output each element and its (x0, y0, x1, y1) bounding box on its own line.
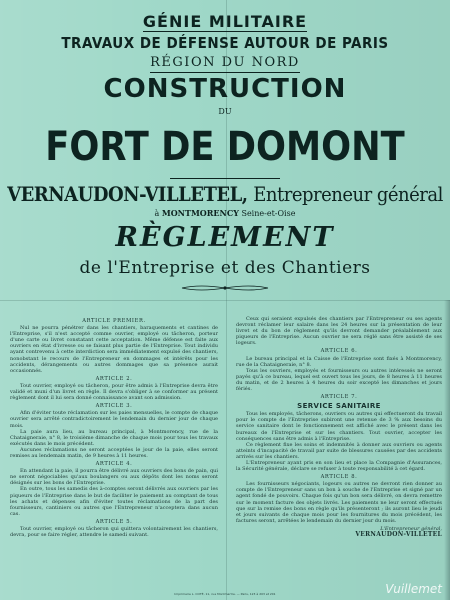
article-heading: ARTICLE 2. (95, 375, 133, 382)
paragraph: L'Entrepreneur ayant pris en son lieu et place la Compagnie d'Assurances, la Sécurité générale, déclare se refuser à toute responsabilité à cet égard. (236, 459, 442, 473)
paragraph: Tous les ouvriers, employés et fournisseurs ou autres intéressés ne seront payés qu'à ce bureau, lequel est ouvert tous les jours, de 8 heures à 11 heures du matin, et de 2 heures à 4 heures du soir excepté les dimanches et jours fériés. (236, 367, 442, 393)
article-heading: ARTICLE PREMIER. (82, 318, 146, 324)
ornament-divider (180, 283, 270, 293)
header-construction: CONSTRUCTION (103, 74, 347, 104)
paragraph: Nul ne pourra pénétrer dans les chantiers, baraquements et cantines de l'Entreprise, s'il n'est accepté comme ouvrier, employé ou tâcheron, porteur d'une carte ou livret constatant cette acceptation. Même défense est faite aux ouvriers en état d'ivresse ou se faisant plus partie de l'Entreprise. Tout individu ayant contrevenu à cette interdiction sera immédiatement expulsé des chantiers, nonobstant le recours de l'Entrepreneur en dommages et intérêts pour les accidents, dérangements ou autres dommages que sa présence aurait occasionnés. (10, 325, 218, 374)
signature-name: VERNAUDON-VILLETEL (355, 531, 442, 538)
article-heading: ARTICLE 3. (95, 403, 133, 410)
paragraph: La paie aura lieu, au bureau principal, à Montmorency, rue de la Chataigneraie, n° 8, le troisième dimanche de chaque mois pour tous les travaux exécutés dans le mois précédent. (10, 428, 218, 447)
paragraph: Afin d'éviter toute réclamation sur les paies mensuelles, le compte de chaque ouvrier sera arrêté contradictoirement le lendemain du dernier jour de chaque mois. (10, 410, 218, 429)
paragraph: Tout ouvrier, employé ou tâcheron, pour être admis à l'Entreprise devra être validé et muni d'un livret en règle. Il devra s'obliger à se conformer au présent règlement dont il lui sera donné connaissance avant son admission. (10, 382, 218, 402)
article-heading: ARTICLE 4. (95, 461, 133, 468)
article-heading: ARTICLE 5. (95, 518, 133, 525)
section-heading: SERVICE SANITAIRE (297, 402, 381, 411)
location-city: MONTMORENCY (161, 208, 239, 218)
watermark: Vuillemet (385, 582, 442, 596)
paragraph: Ceux qui seraient expulsés des chantiers par l'Entrepreneur ou ses agents devront réclamer leur salaire dans les 24 heures sur la présentation de leur livret et du bon de règlement qu'ils devront demander préalablement aux piqueurs de l'Entreprise. Aucun ouvrier ne sera réglé sans être assisté de ses logeurs. (236, 316, 442, 347)
paragraph: Les fournisseurs négociants, logeurs ou autres ne devront rien donner au compte de l'Entrepreneur sans un bon à souche de l'Entreprise et signé par un agent fondé de pouvoirs. Chaque fois qu'un bon sera délivré, on devra remettre sur le moment facture des objets livrés. Les paiements ne leur seront effectués que sur la remise des bons en règle qu'ils présenteront ; ils auront lieu le jeudi et jours suivants de chaque mois pour les fournitures du mois précédent, les factures seront, arrêtées le lendemain du dernier jour du mois. (236, 481, 442, 524)
fold-line-horizontal (0, 300, 450, 301)
header-genie-militaire: GÉNIE MILITAIRE (142, 12, 308, 31)
paragraph: Tous les employés, tâcherons, ouvriers ou autres qui effectueront du travail pour le compte de l'Entreprise subiront une retenue de 3 % aux besoins du service sanitaire dont le fonctionnement est affiché avec le présent dans les bureaux de l'Entreprise et sur les chantiers. Tout ouvrier, accepter les conséquences sans être admis à l'Entreprise. (236, 411, 442, 442)
contractor-name: VERNAUDON-VILLETEL, (7, 182, 248, 206)
location-prefix: à (154, 209, 160, 218)
contractor-line (0, 182, 450, 206)
paragraph: En outre, tous les samedis des à-comptes seront délivrés aux ouvriers par les piqueurs de l'Entreprise dans le but de faciliter le paiement au comptant de tous les achats et dépenses afin d'éviter toutes réclamations de la part des fournisseurs, cantiniers ou autres que l'Entrepreneur n'acceptera dans aucun cas. (10, 486, 218, 517)
header-fort-de-domont: FORT DE DOMONT (45, 124, 405, 170)
paper-edge-shadow (444, 300, 450, 600)
title-reglement: RÈGLEMENT (115, 222, 335, 253)
article-heading: ARTICLE 6. (320, 348, 358, 355)
header-travaux: TRAVAUX DE DÉFENSE AUTOUR DE PARIS (61, 34, 389, 52)
paragraph: Tout ouvrier, employé ou tâcheron qui quittera volontairement les chantiers, devra, pour se faire régler, attendre le samedi suivant. (10, 526, 218, 539)
contractor-role: Entrepreneur général (253, 182, 443, 206)
header-du: DU (218, 107, 232, 116)
paragraph: Le bureau principal et la Caisse de l'Entreprise sont fixés à Montmorency, rue de la Chataigneraie, n° 8. (236, 355, 442, 368)
right-column (236, 316, 442, 538)
location-dept: Seine-et-Oise (241, 209, 296, 218)
paragraph: Ce règlement fixe les soins et indemnités à donner aux ouvriers ou agents atteints d'incapacité de travail par suite de blessures causées par des accidents arrivés sur les chantiers. (236, 441, 442, 460)
divider-rule (150, 72, 300, 73)
article-heading: ARTICLE 7. (320, 394, 358, 401)
article-heading: ARTICLE 8. (320, 474, 358, 481)
left-column (10, 316, 218, 538)
printer-line: Imprimerie L. COTÉ, 11, rue Montmartre. — Paris, 123 à 203 et 201 (174, 592, 276, 596)
signature-label: L'Entrepreneur général, (380, 525, 442, 532)
divider-rule-2 (170, 178, 280, 179)
location-line (0, 208, 450, 218)
header-region: RÉGION DU NORD (150, 55, 300, 70)
paragraph: En attendant la paie, il pourra être délivré aux ouvriers des bons de pain, qui ne seront négociables qu'aux boulangers ou aux dépôts dont les noms seront désignés sur les bons de l'Entreprise. (10, 468, 218, 487)
subtitle-entreprise: de l'Entreprise et des Chantiers (79, 258, 371, 278)
paragraph: Aucunes réclamations ne seront acceptées le jour de la paie, elles seront remises au lendemain matin, de 9 heures à 11 heures. (10, 446, 218, 459)
